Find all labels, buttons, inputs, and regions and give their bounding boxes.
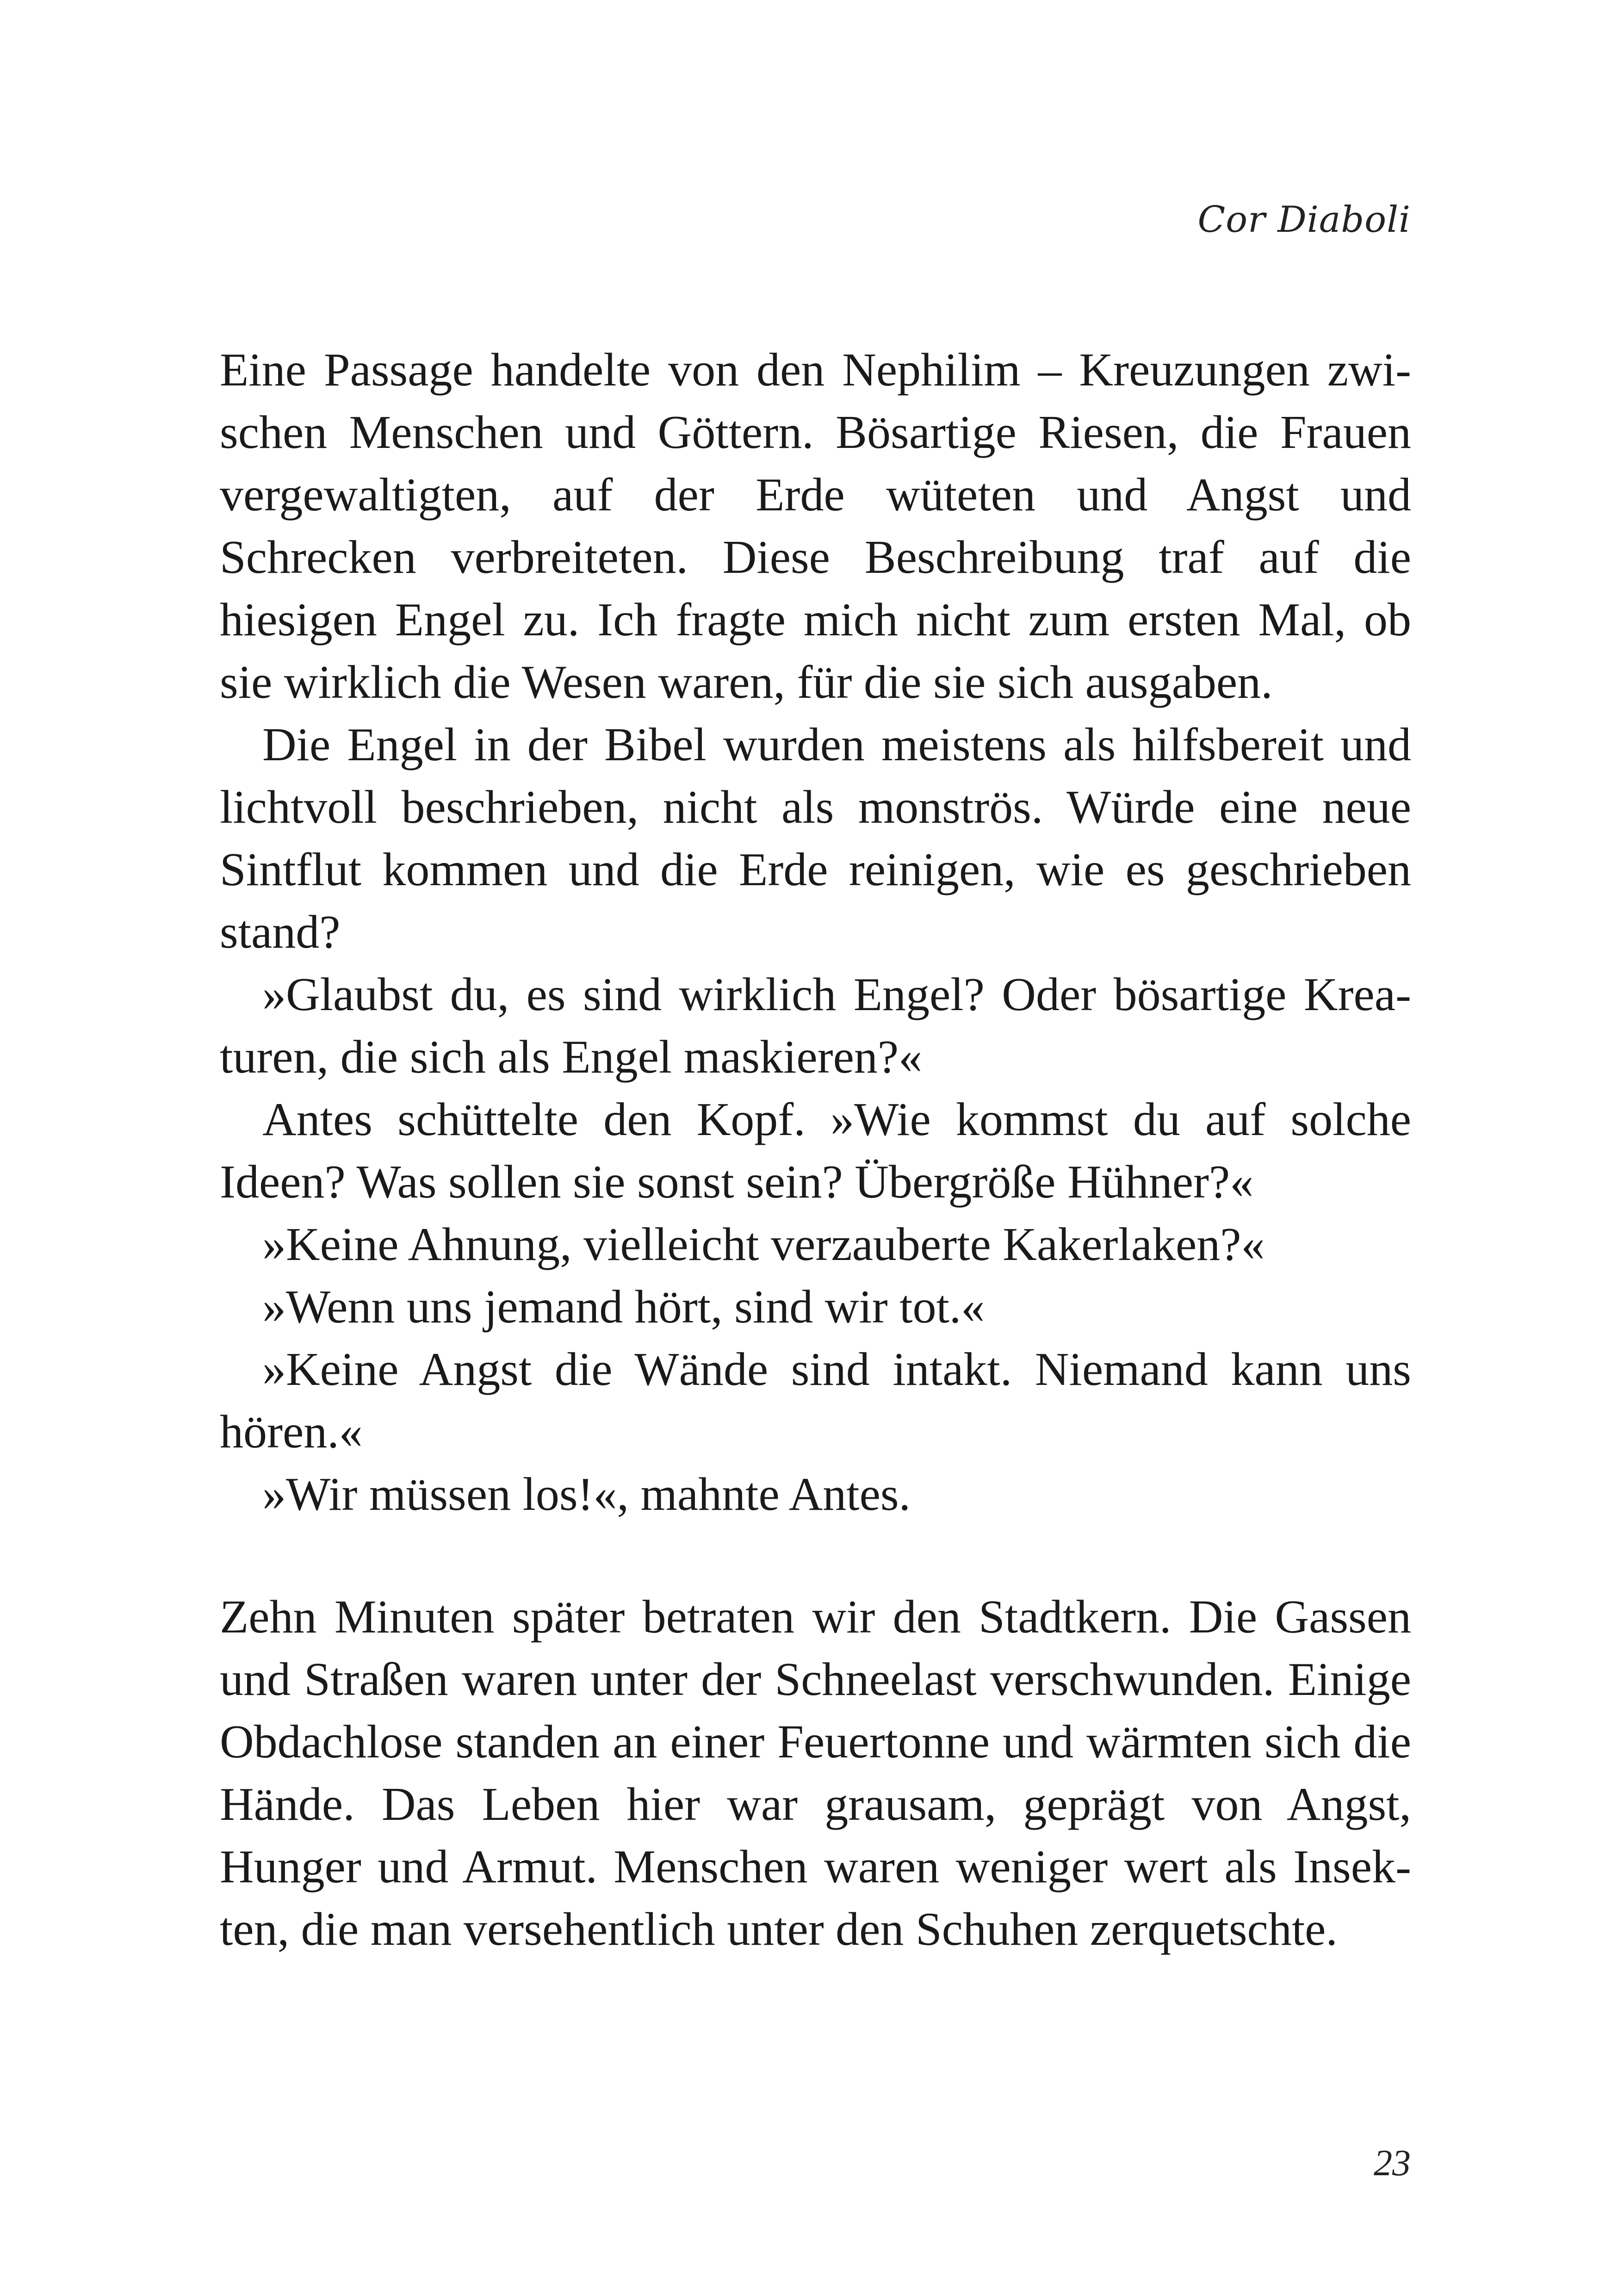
paragraph: Die Engel in der Bibel wurden meistens als hilfsbereit und lichtvoll beschrieben, nicht als monströs. Würde eine neue Sintflut kommen und die Erde reinigen, wie es geschrieben stand? — [220, 719, 1411, 958]
paragraph: Zehn Minuten später betraten wir den Stadtkern. Die Gassen und Straßen waren unter der Schneelast verschwunden. Einige Obdachlose standen an einer Feuertonne und wärmten sich die Hände. Das Leben hier war grausam, geprägt von Angst, Hunger und Armut. Menschen waren weniger wert als Insekten, die man versehentlich unter den Schuhen zerquetschte. — [220, 1591, 1411, 1955]
page-number: 23 — [1374, 2143, 1411, 2184]
dialogue-paragraph: »Wenn uns jemand hört, sind wir tot.« — [262, 1281, 985, 1333]
dialogue-paragraph: »Keine Angst die Wände sind intakt. Niemand kann uns hören.« — [220, 1343, 1411, 1458]
dialogue-paragraph: »Glaubst du, es sind wirklich Engel? Oder bösartige Kreaturen, die sich als Engel maskieren?« — [220, 968, 1411, 1083]
text-section-1 — [220, 339, 1411, 1526]
running-header: Cor Diaboli — [1197, 199, 1411, 241]
text-section-2 — [220, 1586, 1411, 1961]
paragraph: Eine Passage handelte von den Nephilim – Kreuzungen zwischen Menschen und Göttern. Bösartige Riesen, die Frauen vergewaltigten, auf der Erde wüteten und Angst und Schrecken verbreiteten. Diese Beschreibung traf auf die hiesigen Engel zu. Ich fragte mich nicht zum ersten Mal, ob sie wirklich die Wesen waren, für die sie sich ausgaben. — [220, 344, 1411, 708]
dialogue-paragraph: Antes schüttelte den Kopf. »Wie kommst du auf solche Ideen? Was sollen sie sonst sein? Übergröße Hühner?« — [220, 1093, 1411, 1208]
dialogue-paragraph: »Keine Ahnung, vielleicht verzauberte Kakerlaken?« — [262, 1218, 1265, 1271]
dialogue-paragraph: »Wir müssen los!«, mahnte Antes. — [262, 1468, 911, 1520]
